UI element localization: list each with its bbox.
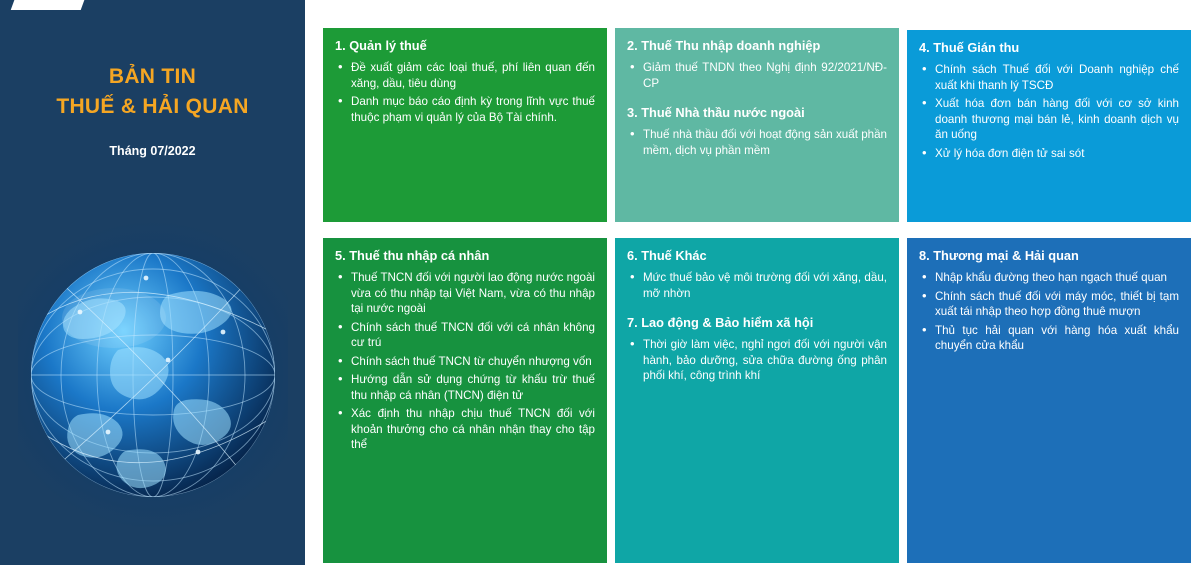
sidebar: [0, 0, 305, 565]
content-area: [305, 0, 1200, 565]
newsletter-title-line2: THUẾ & HẢI QUAN: [56, 95, 249, 118]
topic-card-2-heading: 2. Thuế Thu nhập doanh nghiệp: [627, 38, 821, 53]
list-item[interactable]: • Danh mục báo cáo định kỳ trong lĩnh vực thuế thuộc phạm vi quản lý của Bộ Tài chính.: [349, 94, 595, 125]
topic-card-6[interactable]: [615, 238, 899, 563]
newsletter-title-line1: BẢN TIN: [108, 65, 197, 88]
topic-card-4[interactable]: [907, 30, 1191, 222]
topic-card-6-list: [627, 270, 887, 301]
topic-card-3-heading: 3. Thuế Nhà thầu nước ngoài: [627, 105, 805, 120]
topic-card-1-heading: 1. Quản lý thuế: [335, 38, 427, 53]
list-item[interactable]: • Thuế nhà thầu đối với hoạt động sản xuất phần mềm, dịch vụ phần mềm: [641, 127, 887, 158]
list-item[interactable]: • Chính sách thuế TNCN đối với cá nhân không cư trú: [349, 320, 595, 351]
list-item[interactable]: • Đề xuất giảm các loại thuế, phí liên quan đến xăng, dầu, tiêu dùng: [349, 60, 595, 91]
topic-card-6-heading: 6. Thuế Khác: [627, 248, 707, 263]
topic-card-1[interactable]: [323, 28, 607, 222]
list-item[interactable]: • Chính sách thuế đối với máy móc, thiết bị tạm xuất tái nhập theo hợp đồng thuê mượn: [933, 289, 1179, 320]
newsletter-date: Tháng 07/2022: [109, 144, 196, 158]
list-item[interactable]: • Chính sách thuế TNCN từ chuyển nhượng vốn: [349, 354, 595, 370]
topic-card-5-list: [335, 270, 595, 453]
topic-card-4-list: [919, 62, 1179, 161]
topic-card-8[interactable]: [907, 238, 1191, 563]
topic-card-3-list: [627, 127, 887, 158]
logo-mark: [11, 0, 96, 10]
topic-card-8-heading: 8. Thương mại & Hải quan: [919, 248, 1079, 263]
list-item[interactable]: • Thủ tục hải quan với hàng hóa xuất khẩu chuyển cửa khẩu: [933, 323, 1179, 354]
topic-card-5[interactable]: [323, 238, 607, 563]
list-item[interactable]: • Hướng dẫn sử dụng chứng từ khấu trừ thuế thu nhập cá nhân (TNCN) điện tử: [349, 372, 595, 403]
list-item[interactable]: • Giảm thuế TNDN theo Nghị định 92/2021/NĐ-CP: [641, 60, 887, 91]
content-header: [305, 0, 1200, 18]
topic-card-5-heading: 5. Thuế thu nhập cá nhân: [335, 248, 490, 263]
topic-card-4-heading: 4. Thuế Gián thu: [919, 40, 1020, 55]
topic-card-7-heading: 7. Lao động & Bảo hiểm xã hội: [627, 315, 814, 330]
list-item[interactable]: • Thời giờ làm việc, nghỉ ngơi đối với người vận hành, bảo dưỡng, sửa chữa đường ống phân phối khí, công trình khí: [641, 337, 887, 384]
list-item[interactable]: • Xác định thu nhập chịu thuế TNCN đối với khoản thưởng cho cá nhân nhận thay cho tập thể: [349, 406, 595, 453]
list-item[interactable]: • Nhập khẩu đường theo hạn ngạch thuế quan: [933, 270, 1179, 286]
topic-card-8-list: [919, 270, 1179, 354]
globe-icon: [18, 200, 288, 560]
list-item[interactable]: • Mức thuế bảo vệ môi trường đối với xăng, dầu, mỡ nhờn: [641, 270, 887, 301]
list-item[interactable]: • Chính sách Thuế đối với Doanh nghiệp chế xuất khi thanh lý TSCĐ: [933, 62, 1179, 93]
newsletter-title: [0, 62, 305, 122]
list-item[interactable]: • Thuế TNCN đối với người lao động nước ngoài vừa có thu nhập tại Việt Nam, vừa có thu nhập tại nước ngoài: [349, 270, 595, 317]
topic-card-1-list: [335, 60, 595, 125]
topic-card-2[interactable]: [615, 28, 899, 222]
list-item[interactable]: • Xuất hóa đơn bán hàng đối với cơ sở kinh doanh thương mại bán lẻ, kinh doanh dịch vụ ăn uống: [933, 96, 1179, 143]
topic-card-7-list: [627, 337, 887, 384]
topic-card-2-list: [627, 60, 887, 91]
list-item[interactable]: • Xử lý hóa đơn điện tử sai sót: [933, 146, 1179, 162]
